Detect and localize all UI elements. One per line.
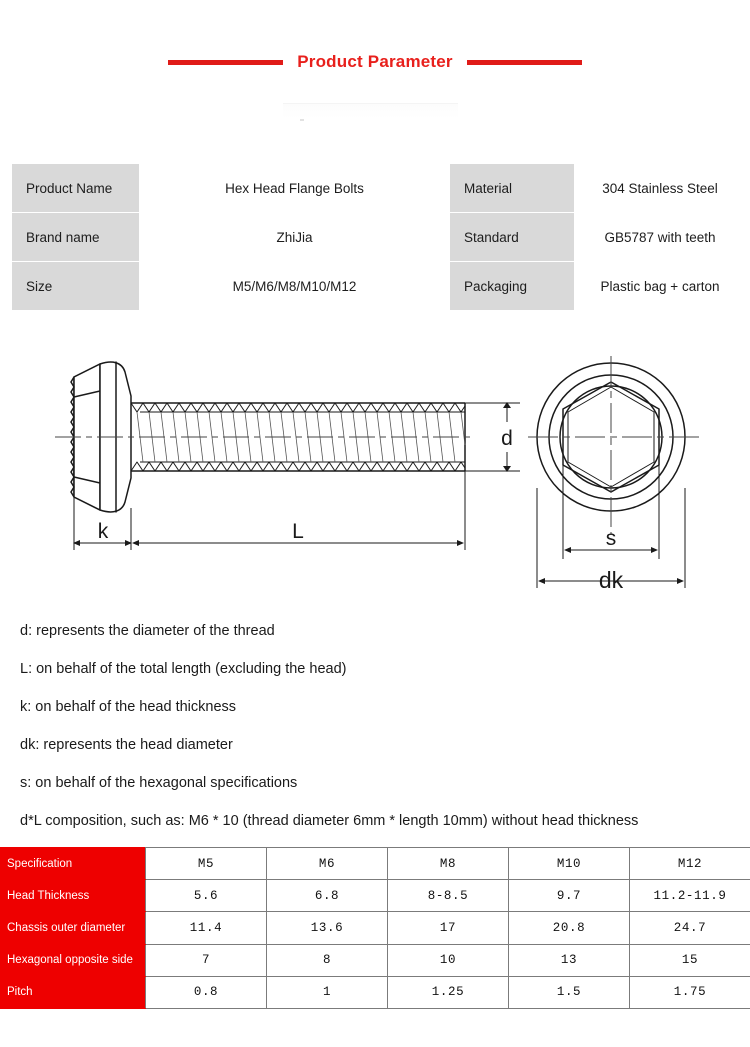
table-row: [1, 880, 750, 912]
spec-cell: 1.25: [388, 976, 509, 1008]
table-row: [12, 213, 746, 262]
legend-item-dk: dk: represents the head diameter: [20, 737, 233, 753]
table-row: [12, 164, 746, 213]
param-label-standard: Standard: [450, 213, 575, 262]
legend-list: [20, 612, 736, 840]
spec-cell: 13: [509, 944, 630, 976]
spec-cell: 13.6: [267, 912, 388, 944]
dimension-label-s: s: [605, 527, 617, 550]
spec-row-label-head-thickness: Head Thickness: [1, 880, 146, 912]
spec-cell: 8: [267, 944, 388, 976]
table-row: [1, 944, 750, 976]
spec-cell: 1: [267, 976, 388, 1008]
decorative-ghost-dot: [300, 119, 304, 121]
param-value-material: 304 Stainless Steel: [575, 164, 746, 213]
spec-cell: 1.5: [509, 976, 630, 1008]
spec-cell: 24.7: [630, 912, 750, 944]
param-label-product-name: Product Name: [12, 164, 140, 213]
dimension-label-d: d: [501, 427, 513, 450]
spec-cell: 5.6: [146, 880, 267, 912]
decorative-ghost-bar: [283, 103, 458, 125]
spec-cell: 0.8: [146, 976, 267, 1008]
bolt-technical-drawing: [0, 338, 750, 613]
spec-cell: M10: [509, 848, 630, 880]
spec-cell: 11.2-11.9: [630, 880, 750, 912]
spec-cell: 6.8: [267, 880, 388, 912]
spec-cell: 20.8: [509, 912, 630, 944]
dimension-label-L: L: [292, 520, 304, 543]
dimension-label-dk: dk: [598, 567, 624, 593]
spec-row-label-chassis-outer-diameter: Chassis outer diameter: [1, 912, 146, 944]
spec-table-body: [1, 848, 750, 1009]
spec-cell: M8: [388, 848, 509, 880]
page-title: Product Parameter: [297, 52, 453, 71]
spec-row-label-pitch: Pitch: [1, 976, 146, 1008]
spec-cell: 9.7: [509, 880, 630, 912]
legend-item-k: k: on behalf of the head thickness: [20, 699, 237, 715]
legend-item-L: L: on behalf of the total length (excluding the head): [20, 661, 347, 677]
param-value-standard: GB5787 with teeth: [575, 213, 746, 262]
table-row: [12, 262, 746, 311]
table-row: [1, 976, 750, 1008]
spec-row-label-hexagonal-opposite-side: Hexagonal opposite side: [1, 944, 146, 976]
spec-cell: M12: [630, 848, 750, 880]
param-value-product-name: Hex Head Flange Bolts: [140, 164, 450, 213]
spec-cell: 11.4: [146, 912, 267, 944]
title-rule-right: [467, 60, 582, 65]
spec-cell: 8-8.5: [388, 880, 509, 912]
spec-cell: 10: [388, 944, 509, 976]
end-view-center-lines: [528, 356, 700, 534]
param-label-material: Material: [450, 164, 575, 213]
spec-cell: 15: [630, 944, 750, 976]
param-label-size: Size: [12, 262, 140, 311]
param-value-brand-name: ZhiJia: [140, 213, 450, 262]
spec-cell: 7: [146, 944, 267, 976]
dimension-label-k: k: [97, 520, 109, 543]
spec-cell: 17: [388, 912, 509, 944]
spec-row-label-specification: Specification: [1, 848, 146, 880]
spec-cell: 1.75: [630, 976, 750, 1008]
legend-item-composition: d*L composition, such as: M6 * 10 (thread diameter 6mm * length 10mm) without head thickness: [20, 813, 639, 829]
param-table-body: [12, 164, 746, 311]
param-value-packaging: Plastic bag + carton: [575, 262, 746, 311]
spec-cell: M5: [146, 848, 267, 880]
param-label-brand-name: Brand name: [12, 213, 140, 262]
legend-item-d: d: represents the diameter of the thread: [20, 623, 275, 639]
title-rule-left: [168, 60, 283, 65]
spec-cell: M6: [267, 848, 388, 880]
table-row: [1, 912, 750, 944]
page-title-banner: [0, 52, 750, 72]
specification-table: [0, 847, 750, 1009]
legend-item-s: s: on behalf of the hexagonal specifications: [20, 775, 298, 791]
product-parameter-table: [11, 163, 746, 311]
param-label-packaging: Packaging: [450, 262, 575, 311]
table-row: [1, 848, 750, 880]
param-value-size: M5/M6/M8/M10/M12: [140, 262, 450, 311]
